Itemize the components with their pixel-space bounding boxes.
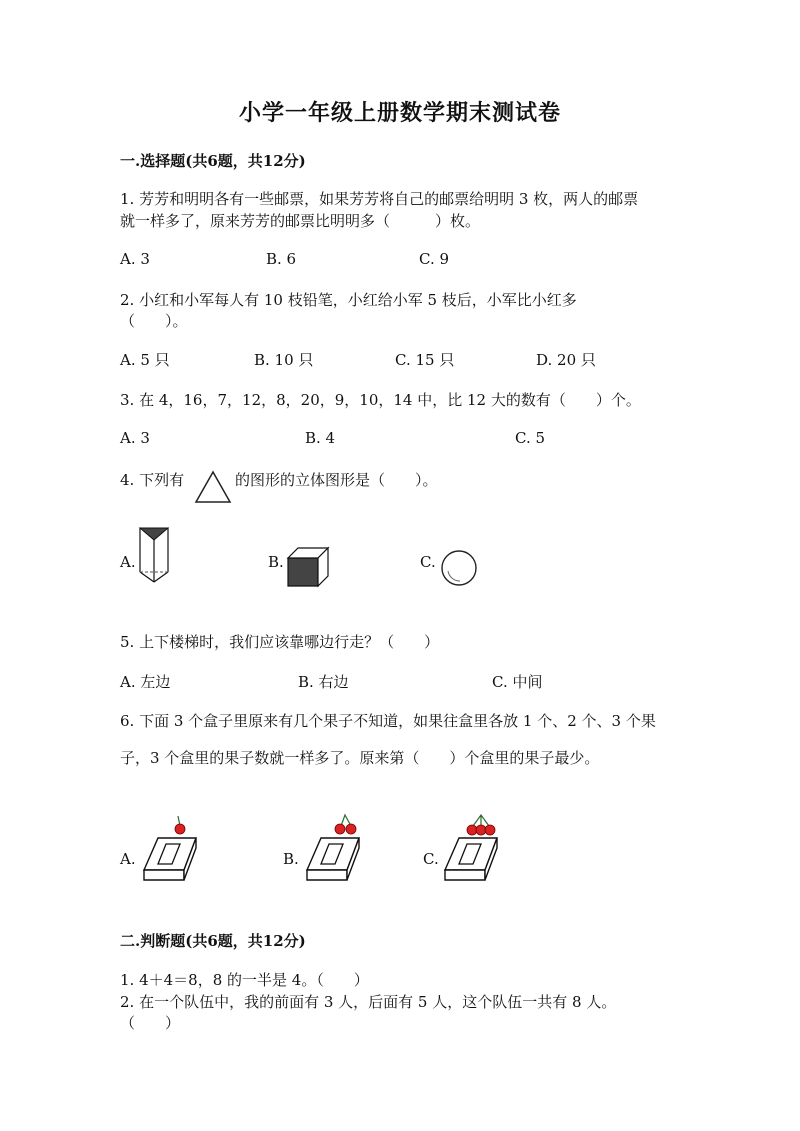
question-2-line-2: （ ）。 [120, 312, 188, 330]
q4-option-b: B. [268, 553, 284, 571]
q6-option-c: C. [423, 850, 439, 868]
q5-option-a: A. 左边 [120, 673, 171, 691]
cube-icon [286, 546, 330, 588]
q1-option-b: B. 6 [266, 250, 297, 268]
q5-option-b: B. 右边 [298, 673, 349, 691]
q3-option-c: C. 5 [515, 429, 546, 447]
question-1-line-2: 就一样多了，原来芳芳的邮票比明明多（ ）枚。 [120, 212, 481, 230]
q4-option-c: C. [420, 553, 436, 571]
q6-option-a: A. [120, 850, 136, 868]
section-1-header: 一.选择题(共6题，共12分) [120, 152, 306, 170]
question-6-line-2: 子，3 个盒里的果子数就一样多了。原来第（ ）个盒里的果子最少。 [120, 749, 600, 767]
q4-option-a: A. [120, 553, 136, 571]
page-title: 小学一年级上册数学期末测试卷 [238, 100, 561, 126]
question-2-line-1: 2. 小红和小军每人有 10 枝铅笔，小红给小军 5 枝后，小军比小红多 [120, 291, 577, 309]
judge-question-2-line-1: 2. 在一个队伍中，我的前面有 3 人，后面有 5 人，这个队伍一共有 8 人。 [120, 993, 617, 1011]
judge-question-2-line-2: （ ） [120, 1014, 181, 1032]
box-with-three-cherries-icon [441, 812, 505, 884]
question-3-line-1: 3. 在 4，16，7，12，8，20，9，10，14 中，比 12 大的数有（ ）个。 [120, 391, 641, 409]
sphere-icon [440, 549, 478, 587]
box-with-two-cherries-icon [303, 812, 367, 884]
question-1-line-1: 1. 芳芳和明明各有一些邮票，如果芳芳将自己的邮票给明明 3 枚，两人的邮票 [120, 190, 639, 208]
q3-option-b: B. 4 [305, 429, 336, 447]
q3-option-a: A. 3 [120, 429, 150, 447]
box-with-one-cherry-icon [140, 812, 204, 884]
q1-option-a: A. 3 [120, 250, 150, 268]
section-2-header: 二.判断题(共6题，共12分) [120, 932, 306, 950]
question-4-text-before: 4. 下列有 [120, 471, 185, 489]
question-4-text-after: 的图形的立体图形是（ ）。 [235, 471, 438, 489]
triangular-prism-icon [138, 526, 172, 586]
q1-option-c: C. 9 [419, 250, 450, 268]
triangle-icon [194, 470, 232, 504]
q5-option-c: C. 中间 [492, 673, 543, 691]
q2-option-d: D. 20 只 [536, 351, 596, 369]
q6-option-b: B. [283, 850, 299, 868]
question-5-line-1: 5. 上下楼梯时，我们应该靠哪边行走？（ ） [120, 633, 440, 651]
q2-option-a: A. 5 只 [120, 351, 170, 369]
q2-option-b: B. 10 只 [254, 351, 314, 369]
judge-question-1: 1. 4＋4＝8，8 的一半是 4。（ ） [120, 971, 369, 989]
question-6-line-1: 6. 下面 3 个盒子里原来有几个果子不知道，如果往盒里各放 1 个、2 个、3 个果 [120, 712, 656, 730]
q2-option-c: C. 15 只 [395, 351, 455, 369]
